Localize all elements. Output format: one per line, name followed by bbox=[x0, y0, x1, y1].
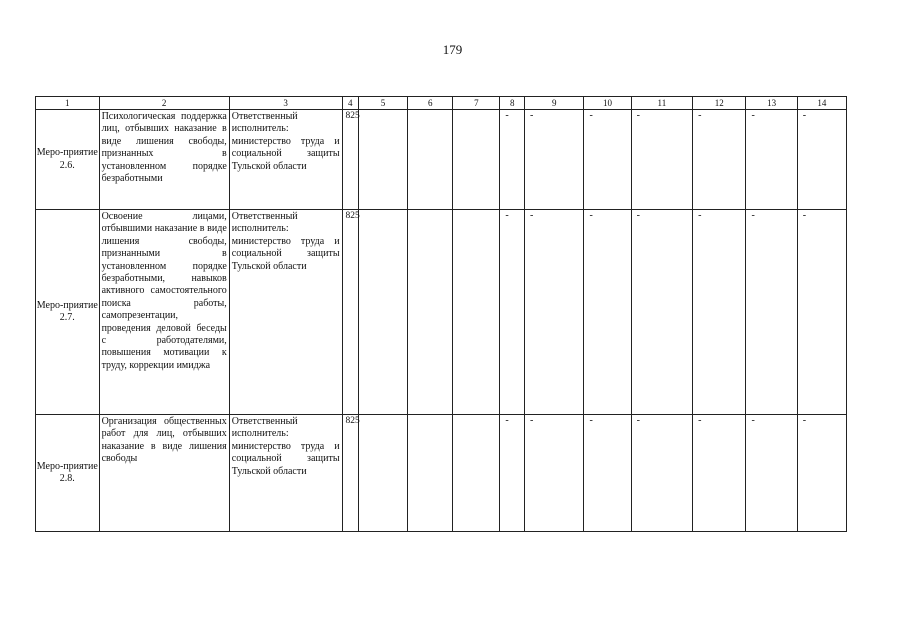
budget-code: 825 bbox=[345, 111, 360, 121]
dash-value: - bbox=[751, 110, 755, 121]
responsible-cell bbox=[229, 415, 342, 532]
table-row bbox=[36, 210, 847, 415]
measure-description: Освоение лицами, отбывшими наказание в виде лишения свободы, признанными в установленном порядке безработными, навыков активного самостоятельного поиска работы, самопрезентации, проведения деловой беседы с работодателями, повышения мотивации к труду, коррекции имиджа bbox=[101, 211, 227, 371]
value-cell bbox=[693, 210, 746, 415]
header-cell: 12 bbox=[693, 97, 746, 110]
value-cell bbox=[525, 210, 584, 415]
measure-label: Меро-приятие 2.8. bbox=[36, 460, 98, 484]
dash-value: - bbox=[530, 415, 534, 426]
responsible-executor: Ответственный исполнитель: министерство труда и социальной защиты Тульской области bbox=[231, 111, 340, 172]
empty-cell bbox=[358, 415, 407, 532]
empty-cell bbox=[358, 110, 407, 210]
empty-cell bbox=[358, 210, 407, 415]
dash-value: - bbox=[698, 210, 702, 221]
empty-cell bbox=[408, 415, 453, 532]
value-cell bbox=[746, 210, 797, 415]
dash-value: - bbox=[802, 210, 807, 221]
dash-value: - bbox=[751, 415, 755, 426]
measure-label: Меро-приятие 2.6. bbox=[36, 147, 98, 171]
empty-cell bbox=[453, 110, 500, 210]
header-cell: 14 bbox=[797, 97, 846, 110]
dash-value: - bbox=[751, 210, 755, 221]
header-cell: 2 bbox=[99, 97, 229, 110]
dash-value: - bbox=[698, 110, 702, 121]
table-header-row bbox=[36, 97, 847, 110]
value-cell bbox=[746, 110, 797, 210]
dash-value: - bbox=[802, 110, 807, 121]
code-cell bbox=[342, 415, 358, 532]
dash-value: - bbox=[698, 415, 702, 426]
measure-label-cell bbox=[36, 415, 100, 532]
measure-label-cell bbox=[36, 110, 100, 210]
responsible-cell bbox=[229, 210, 342, 415]
dash-value: - bbox=[530, 210, 534, 221]
header-cell: 1 bbox=[36, 97, 100, 110]
header-cell: 10 bbox=[584, 97, 631, 110]
dash-value: - bbox=[589, 110, 593, 121]
dash-value: - bbox=[505, 110, 509, 121]
header-cell: 3 bbox=[229, 97, 342, 110]
description-cell bbox=[99, 415, 229, 532]
header-cell: 4 bbox=[342, 97, 358, 110]
responsible-cell bbox=[229, 110, 342, 210]
code-cell bbox=[342, 210, 358, 415]
value-cell bbox=[746, 415, 797, 532]
dash-value: - bbox=[505, 415, 509, 426]
value-cell bbox=[631, 110, 693, 210]
dash-value: - bbox=[505, 210, 509, 221]
code-cell bbox=[342, 110, 358, 210]
empty-cell bbox=[453, 210, 500, 415]
responsible-executor: Ответственный исполнитель: министерство труда и социальной защиты Тульской области bbox=[231, 211, 340, 272]
page-number: 179 bbox=[442, 42, 463, 57]
budget-code: 825 bbox=[345, 211, 360, 221]
value-cell bbox=[693, 415, 746, 532]
responsible-executor: Ответственный исполнитель: министерство труда и социальной защиты Тульской области bbox=[231, 416, 340, 477]
dash-value: - bbox=[636, 415, 640, 426]
value-cell bbox=[584, 415, 631, 532]
value-cell bbox=[584, 110, 631, 210]
header-cell: 7 bbox=[453, 97, 500, 110]
empty-cell bbox=[408, 210, 453, 415]
value-cell bbox=[797, 415, 846, 532]
empty-cell bbox=[453, 415, 500, 532]
description-cell bbox=[99, 110, 229, 210]
value-cell bbox=[525, 415, 584, 532]
value-cell bbox=[584, 210, 631, 415]
header-cell: 5 bbox=[358, 97, 407, 110]
value-cell bbox=[500, 210, 525, 415]
value-cell bbox=[631, 210, 693, 415]
dash-value: - bbox=[589, 210, 593, 221]
dash-value: - bbox=[589, 415, 593, 426]
dash-value: - bbox=[636, 110, 640, 121]
value-cell bbox=[631, 415, 693, 532]
table-row bbox=[36, 110, 847, 210]
measure-description: Психологическая поддержка лиц, отбывших наказание в виде лишения свободы, признанных в установленном порядке безработными bbox=[101, 111, 227, 185]
measures-table bbox=[35, 96, 847, 532]
measure-description: Организация общественных работ для лиц, отбывших наказание в виде лишения свободы bbox=[101, 416, 227, 465]
value-cell bbox=[500, 110, 525, 210]
measure-label: Меро-приятие 2.7. bbox=[36, 299, 98, 323]
description-cell bbox=[99, 210, 229, 415]
value-cell bbox=[500, 415, 525, 532]
value-cell bbox=[797, 210, 846, 415]
dash-value: - bbox=[636, 210, 640, 221]
header-cell: 9 bbox=[525, 97, 584, 110]
dash-value: - bbox=[802, 415, 807, 426]
header-cell: 13 bbox=[746, 97, 797, 110]
value-cell bbox=[525, 110, 584, 210]
empty-cell bbox=[408, 110, 453, 210]
value-cell bbox=[693, 110, 746, 210]
header-cell: 11 bbox=[631, 97, 693, 110]
measure-label-cell bbox=[36, 210, 100, 415]
budget-code: 825 bbox=[345, 416, 360, 426]
table-row bbox=[36, 415, 847, 532]
header-cell: 6 bbox=[408, 97, 453, 110]
value-cell bbox=[797, 110, 846, 210]
header-cell: 8 bbox=[500, 97, 525, 110]
dash-value: - bbox=[530, 110, 534, 121]
